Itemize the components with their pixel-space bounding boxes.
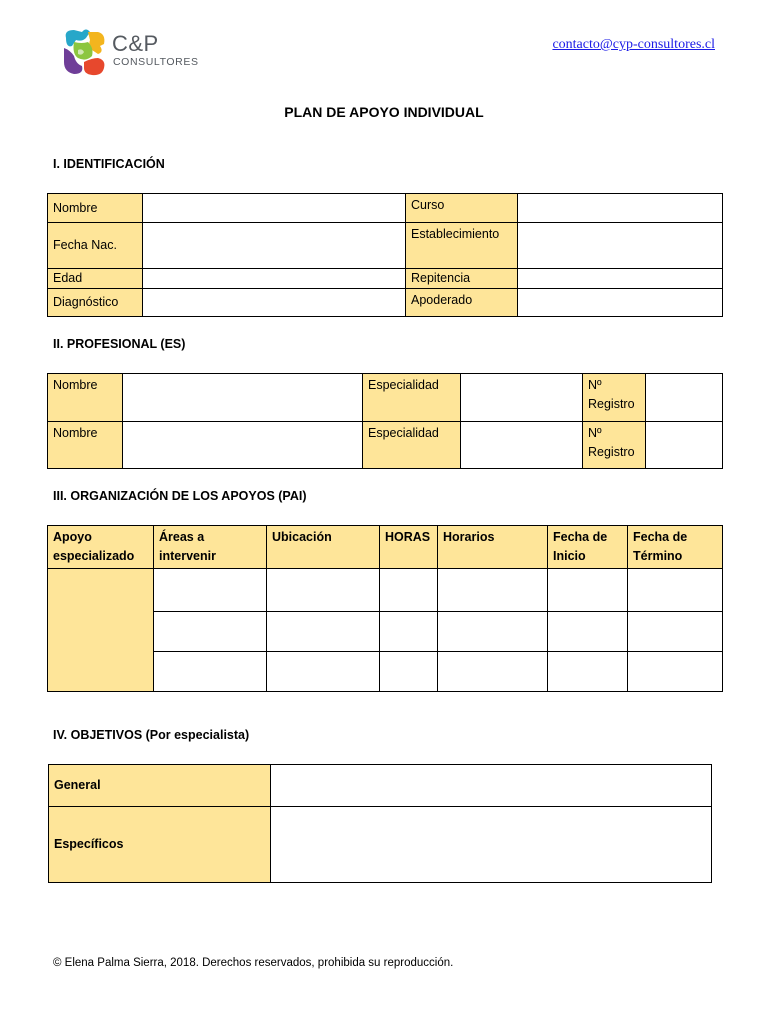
table-row [48, 269, 723, 289]
field-establecimiento[interactable] [518, 223, 723, 269]
header-line: Apoyo [53, 530, 92, 544]
field-apoderado[interactable] [518, 289, 723, 317]
field-fecha-termino[interactable] [628, 652, 723, 692]
header-ubicacion: Ubicación [267, 526, 380, 569]
objetivos-table [48, 764, 712, 883]
label-registro [583, 374, 646, 422]
field-especialidad[interactable] [461, 422, 583, 469]
field-fecha-termino[interactable] [628, 569, 723, 612]
field-diagnostico[interactable] [143, 289, 406, 317]
header-line: Fecha de [553, 530, 608, 544]
field-fecha-nac[interactable] [143, 223, 406, 269]
field-ubicacion[interactable] [267, 652, 380, 692]
label-curso: Curso [406, 194, 518, 223]
profesional-table [47, 373, 723, 469]
email-link[interactable]: contacto@cyp-consultores.cl [552, 37, 715, 52]
field-horas[interactable] [380, 612, 438, 652]
table-row [48, 422, 723, 469]
header-line: especializado [53, 549, 135, 563]
field-fecha-inicio[interactable] [548, 569, 628, 612]
label-profesional-nombre: Nombre [48, 422, 123, 469]
section-identificacion-heading: I. IDENTIFICACIÓN [53, 157, 165, 171]
field-horas[interactable] [380, 652, 438, 692]
section-organizacion-heading: III. ORGANIZACIÓN DE LOS APOYOS (PAI) [53, 489, 307, 503]
apoyo-especializado-cell[interactable] [48, 569, 154, 692]
company-logo [62, 28, 202, 78]
table-header-row [48, 526, 723, 569]
field-registro[interactable] [646, 422, 723, 469]
field-areas[interactable] [154, 569, 267, 612]
header-horarios: Horarios [438, 526, 548, 569]
puzzle-logo-icon [62, 28, 108, 76]
label-establecimiento: Establecimiento [406, 223, 518, 269]
table-row [49, 807, 712, 883]
field-horarios[interactable] [438, 652, 548, 692]
organizacion-table [47, 525, 723, 692]
header-line: intervenir [159, 549, 216, 563]
document-title: PLAN DE APOYO INDIVIDUAL [284, 104, 484, 120]
field-nombre[interactable] [143, 194, 406, 223]
label-especificos: Específicos [49, 807, 271, 883]
field-especificos[interactable] [271, 807, 712, 883]
header-apoyo-especializado [48, 526, 154, 569]
label-fecha-nac: Fecha Nac. [48, 223, 143, 269]
field-fecha-termino[interactable] [628, 612, 723, 652]
field-edad[interactable] [143, 269, 406, 289]
field-areas[interactable] [154, 652, 267, 692]
field-general[interactable] [271, 765, 712, 807]
table-row [48, 569, 723, 612]
field-repitencia[interactable] [518, 269, 723, 289]
header-line: Fecha de [633, 530, 688, 544]
field-horarios[interactable] [438, 569, 548, 612]
label-repitencia: Repitencia [406, 269, 518, 289]
field-profesional-nombre[interactable] [123, 374, 363, 422]
field-areas[interactable] [154, 612, 267, 652]
header-fecha-termino [628, 526, 723, 569]
label-registro-num: Nº [588, 378, 602, 392]
table-row [48, 374, 723, 422]
field-fecha-inicio[interactable] [548, 612, 628, 652]
label-especialidad: Especialidad [363, 374, 461, 422]
field-ubicacion[interactable] [267, 612, 380, 652]
copyright-footer: © Elena Palma Sierra, 2018. Derechos reservados, prohibida su reproducción. [53, 957, 454, 969]
header-line: Áreas a [159, 530, 205, 544]
field-horarios[interactable] [438, 612, 548, 652]
label-registro-word: Registro [588, 397, 635, 411]
field-especialidad[interactable] [461, 374, 583, 422]
label-apoderado: Apoderado [406, 289, 518, 317]
header-areas-intervenir [154, 526, 267, 569]
table-row [48, 289, 723, 317]
table-row [48, 194, 723, 223]
label-edad: Edad [48, 269, 143, 289]
label-diagnostico: Diagnóstico [48, 289, 143, 317]
header-fecha-inicio [548, 526, 628, 569]
label-registro [583, 422, 646, 469]
field-profesional-nombre[interactable] [123, 422, 363, 469]
field-ubicacion[interactable] [267, 569, 380, 612]
logo-name: C&P [112, 31, 159, 56]
field-horas[interactable] [380, 569, 438, 612]
table-row [49, 765, 712, 807]
field-registro[interactable] [646, 374, 723, 422]
field-fecha-inicio[interactable] [548, 652, 628, 692]
section-profesional-heading: II. PROFESIONAL (ES) [53, 337, 186, 351]
header-horas: HORAS [380, 526, 438, 569]
table-row [48, 223, 723, 269]
header-line: Término [633, 549, 683, 563]
label-nombre: Nombre [48, 194, 143, 223]
label-especialidad: Especialidad [363, 422, 461, 469]
identificacion-table [47, 193, 723, 317]
label-general: General [49, 765, 271, 807]
label-registro-num: Nº [588, 426, 602, 440]
label-profesional-nombre: Nombre [48, 374, 123, 422]
section-objetivos-heading: IV. OBJETIVOS (Por especialista) [53, 728, 250, 742]
logo-subtitle: CONSULTORES [113, 56, 199, 68]
label-registro-word: Registro [588, 445, 635, 459]
header-line: Inicio [553, 549, 586, 563]
field-curso[interactable] [518, 194, 723, 223]
